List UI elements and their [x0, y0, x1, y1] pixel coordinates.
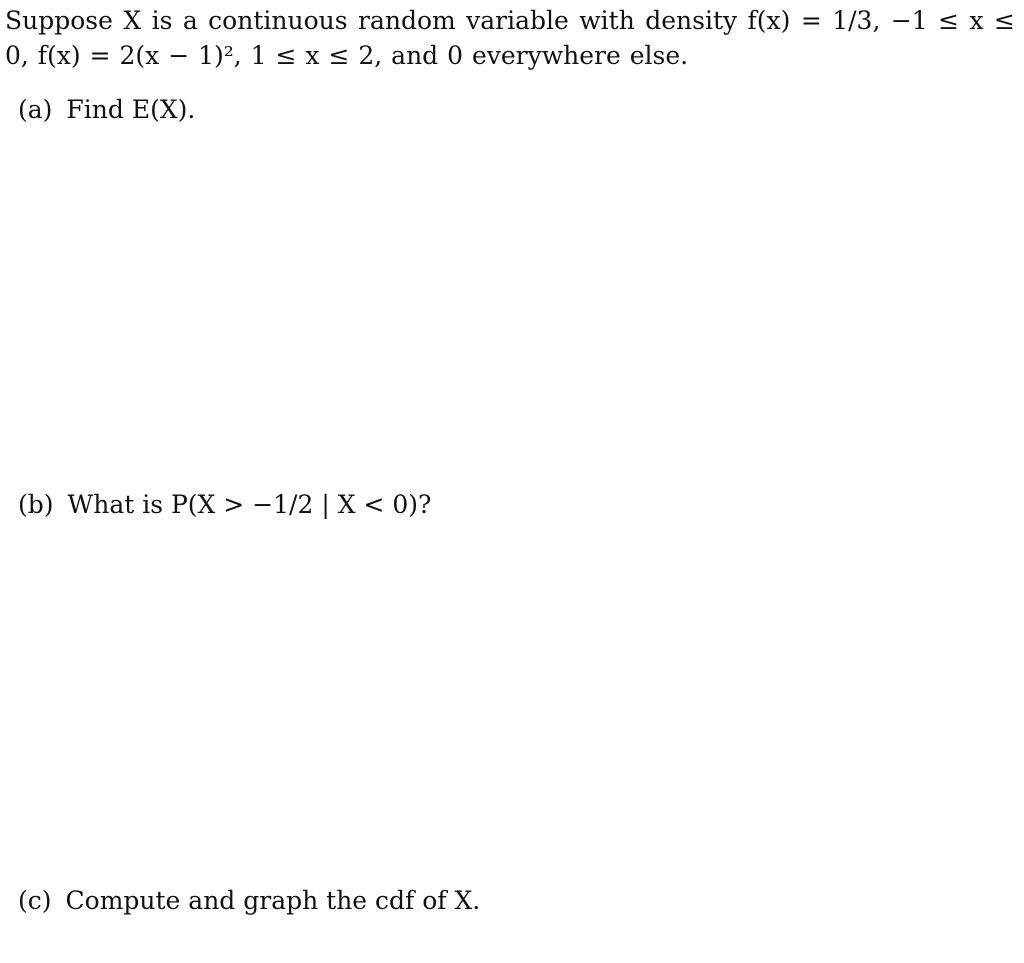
part-b-label: (b) [18, 490, 54, 519]
part-c-text: Compute and graph the cdf of X. [65, 886, 481, 915]
part-a [18, 92, 195, 127]
problem-statement: Suppose X is a continuous random variable with density f(x) = 1/3, −1 ≤ x ≤ 0, f(x) = 2(x − 1)², 1 ≤ x ≤ 2, and 0 everywhere else. [5, 6, 1015, 70]
part-a-label: (a) [18, 95, 53, 124]
part-a-text: Find E(X). [66, 95, 196, 124]
part-c [18, 883, 480, 918]
part-c-label: (c) [18, 886, 52, 915]
part-b [18, 487, 431, 522]
part-b-text: What is P(X > −1/2 | X < 0)? [67, 490, 432, 519]
